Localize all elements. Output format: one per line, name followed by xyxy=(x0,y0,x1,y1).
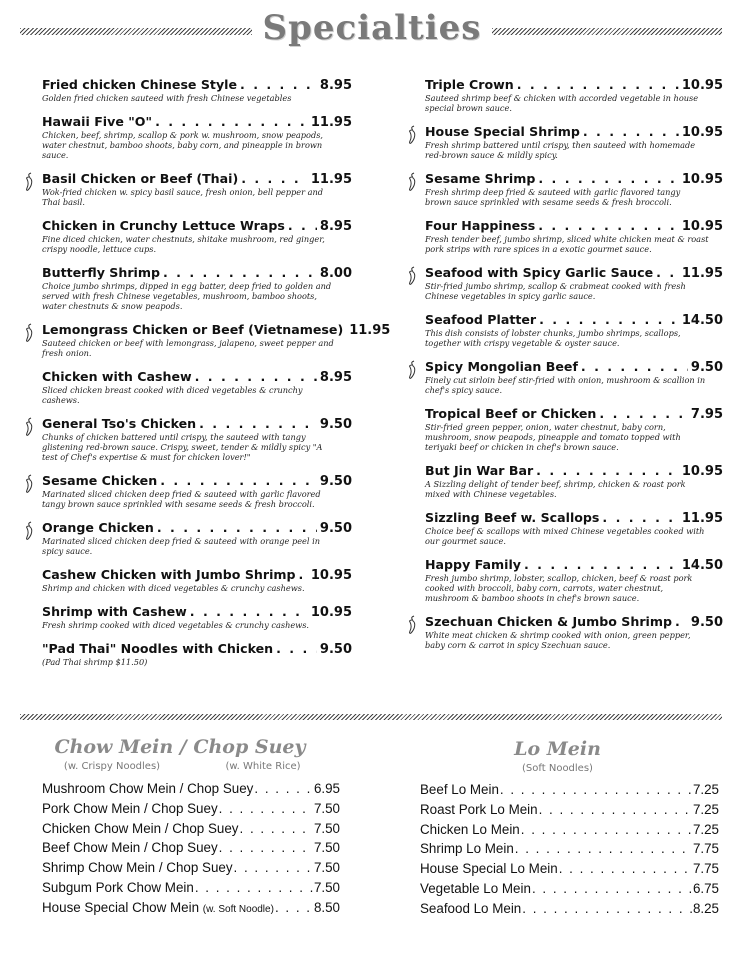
menu-item-price: 9.50 xyxy=(690,360,723,375)
menu-item-description: Stir-fried green pepper, onion, water chestnut, baby corn, mushroom, snow peapods, pineapple and tomato topped with teriyaki beef or chicken in chef's brown sauce. xyxy=(425,422,681,452)
price-row-name: Roast Pork Lo Mein xyxy=(420,801,538,817)
price-row-price: 7.75 xyxy=(692,861,719,877)
menu-item xyxy=(22,520,352,556)
menu-item-price: 10.95 xyxy=(681,172,723,187)
menu-item-line xyxy=(425,77,723,93)
price-row xyxy=(42,898,340,920)
menu-item-name: Szechuan Chicken & Jumbo Shrimp xyxy=(425,614,672,629)
menu-item xyxy=(405,77,723,113)
menu-item-line xyxy=(425,171,723,187)
dot-leader xyxy=(276,641,317,656)
price-row-price: 7.50 xyxy=(313,879,340,895)
menu-item-price: 9.50 xyxy=(319,521,352,536)
menu-item xyxy=(22,567,352,593)
dot-leader xyxy=(536,463,679,478)
menu-item-name: Orange Chicken xyxy=(42,520,154,535)
dot-leader xyxy=(155,114,308,129)
price-row xyxy=(42,878,340,898)
menu-item-line xyxy=(425,614,723,630)
chili-pepper-icon xyxy=(22,172,36,192)
menu-item-price: 8.00 xyxy=(319,266,352,281)
menu-item xyxy=(22,473,352,509)
menu-item xyxy=(22,77,352,103)
menu-item-line xyxy=(42,322,391,338)
price-row-name: Subgum Pork Chow Mein xyxy=(42,879,194,895)
menu-item-name: Seafood with Spicy Garlic Sauce xyxy=(425,265,654,280)
price-row xyxy=(42,799,340,819)
menu-item-line xyxy=(42,473,352,489)
menu-item-description: Wok-fried chicken w. spicy basil sauce, fresh onion, bell pepper and Thai basil. xyxy=(42,187,323,207)
menu-item-name: Basil Chicken or Beef (Thai) xyxy=(42,171,239,186)
chili-pepper-icon xyxy=(405,615,419,635)
menu-item-price: 10.95 xyxy=(681,78,723,93)
menu-item-name: Butterfly Shrimp xyxy=(42,265,160,280)
price-row-name: Pork Chow Mein / Chop Suey xyxy=(42,800,218,816)
menu-item-price: 10.95 xyxy=(681,464,723,479)
price-row-note: (w. Soft Noodle) xyxy=(202,903,274,915)
menu-item-description: Sauteed shrimp beef & chicken with accorded vegetable in house special brown sauce. xyxy=(425,93,699,113)
menu-item xyxy=(405,124,723,160)
menu-item xyxy=(405,510,723,546)
price-row-name: Beef Chow Mein / Chop Suey xyxy=(42,840,218,856)
dot-leader xyxy=(299,567,308,582)
chili-pepper-icon xyxy=(22,417,36,437)
menu-item-name: But Jin War Bar xyxy=(425,463,534,478)
dot-leader xyxy=(240,77,317,92)
menu-item-line xyxy=(42,520,352,536)
dot-leader xyxy=(599,406,688,421)
menu-item-description: A Sizzling delight of tender beef, shrimp, chicken & roast pork mixed with Chinese vegetables. xyxy=(425,479,686,499)
menu-item-line xyxy=(425,510,723,526)
price-row xyxy=(42,779,340,799)
menu-item-description: (Pad Thai shrimp $11.50) xyxy=(42,657,148,667)
chow-mein-list xyxy=(42,779,340,920)
menu-item-name: Triple Crown xyxy=(425,77,514,92)
menu-item-price: 7.95 xyxy=(690,407,723,422)
menu-item-description: This dish consists of lobster chunks, jumbo shrimps, scallops, together with crispy vegetable & oyster sauce. xyxy=(425,328,681,348)
menu-item-price: 9.50 xyxy=(319,642,352,657)
menu-item-price: 9.50 xyxy=(319,474,352,489)
dot-leader xyxy=(500,780,692,800)
price-row xyxy=(420,800,719,820)
price-row xyxy=(420,879,719,899)
chili-pepper-icon xyxy=(22,474,36,494)
price-row-price: 7.50 xyxy=(313,840,340,856)
price-row-name: House Special Chow Mein (w. Soft Noodle) xyxy=(42,899,274,915)
dot-leader xyxy=(602,510,678,525)
menu-item-name: "Pad Thai" Noodles with Chicken xyxy=(42,641,274,656)
price-row-name: Seafood Lo Mein xyxy=(420,900,522,916)
dot-leader xyxy=(581,359,688,374)
dot-leader xyxy=(288,218,317,233)
dot-leader xyxy=(583,124,679,139)
menu-item-description: Sliced chicken breast cooked with diced vegetables & crunchy cashews. xyxy=(42,385,303,405)
dot-leader xyxy=(539,800,692,820)
menu-item-name: Chicken in Crunchy Lettuce Wraps xyxy=(42,218,285,233)
menu-item-line xyxy=(425,312,723,328)
menu-item-name: Sesame Shrimp xyxy=(425,171,536,186)
menu-item-name: Spicy Mongolian Beef xyxy=(425,359,578,374)
dot-leader xyxy=(517,77,679,92)
price-row-name: Chicken Lo Mein xyxy=(420,821,520,837)
dot-leader xyxy=(163,265,317,280)
menu-item-description: Chicken, beef, shrimp, scallop & pork w. mushroom, snow peapods, water chestnut, bamboo shoots, baby corn, and pineapple in brown sauce. xyxy=(42,130,324,160)
menu-item-line xyxy=(425,463,723,479)
menu-item-line xyxy=(42,416,352,432)
menu-item-price: 10.95 xyxy=(681,125,723,140)
menu-item-description: Fresh tender beef, jumbo shrimp, sliced white chicken meat & roast pork strips with rare spices in a exotic gourmet sauce. xyxy=(425,234,709,254)
price-row xyxy=(42,858,340,878)
price-row-price: 8.50 xyxy=(313,899,340,915)
lo-mein-note: (Soft Noodles) xyxy=(522,763,593,774)
dot-leader xyxy=(559,859,692,879)
price-row-price: 7.50 xyxy=(313,860,340,876)
menu-item xyxy=(22,604,352,630)
menu-item-price: 10.95 xyxy=(310,568,352,583)
menu-item-description: Marinated sliced chicken deep fried & sauteed with orange peel in spicy sauce. xyxy=(42,536,321,556)
menu-item-price: 11.95 xyxy=(681,266,723,281)
lo-mein-title: Lo Mein xyxy=(514,738,601,760)
dot-leader xyxy=(199,416,317,431)
menu-item-description: Finely cut sirloin beef stir-fried with onion, mushroom & scallion in chef's spicy sauce. xyxy=(425,375,706,395)
dot-leader xyxy=(254,779,313,799)
menu-item-price: 11.95 xyxy=(349,323,391,338)
section-divider xyxy=(20,714,722,720)
menu-item-description: Choice beef & scallops with mixed Chinese vegetables cooked with our gourmet sauce. xyxy=(425,526,705,546)
price-row-price: 6.95 xyxy=(313,781,340,796)
dot-leader xyxy=(675,614,688,629)
menu-item-name: Shrimp with Cashew xyxy=(42,604,187,619)
chop-suey-note-rice: (w. White Rice) xyxy=(225,761,301,772)
menu-item-description: Fresh shrimp battered until crispy, then sauteed with homemade red-brown sauce & mildly spicy. xyxy=(425,140,696,160)
menu-item-price: 11.95 xyxy=(681,511,723,526)
specialties-right-column xyxy=(405,77,723,661)
dot-leader xyxy=(157,520,317,535)
menu-item-price: 9.50 xyxy=(690,615,723,630)
menu-item-line xyxy=(42,218,352,234)
menu-item-price: 11.95 xyxy=(310,172,352,187)
price-row-price: 7.50 xyxy=(313,820,340,836)
price-row-price: 6.75 xyxy=(692,880,719,896)
dot-leader xyxy=(656,265,679,280)
menu-item xyxy=(405,463,723,499)
price-row-name: House Special Lo Mein xyxy=(420,861,558,877)
menu-item xyxy=(405,265,723,301)
menu-item xyxy=(22,171,352,207)
price-row xyxy=(420,899,719,919)
menu-item-description: White meat chicken & shrimp cooked with onion, green pepper, baby corn & carrot in spicy Szechuan sauce. xyxy=(425,630,691,650)
menu-item-price: 10.95 xyxy=(681,219,723,234)
page-title: Specialties xyxy=(262,8,482,48)
chow-mein-note-crispy: (w. Crispy Noodles) xyxy=(63,761,161,772)
menu-item xyxy=(22,369,352,405)
chili-pepper-icon xyxy=(22,323,36,343)
dot-leader xyxy=(275,898,313,918)
dot-leader xyxy=(234,858,313,878)
menu-item-name: Sizzling Beef w. Scallops xyxy=(425,510,600,525)
price-row-price: 7.50 xyxy=(313,800,340,816)
menu-item-name: House Special Shrimp xyxy=(425,124,580,139)
menu-item-line xyxy=(42,641,352,657)
menu-item-price: 10.95 xyxy=(310,605,352,620)
menu-item-name: Four Happiness xyxy=(425,218,536,233)
menu-item xyxy=(22,218,352,254)
menu-item-name: Fried chicken Chinese Style xyxy=(42,77,238,92)
menu-item-name: Hawaii Five "O" xyxy=(42,114,153,129)
menu-item-description: Fresh shrimp cooked with diced vegetables & crunchy cashews. xyxy=(42,620,310,630)
dot-leader xyxy=(515,839,692,859)
menu-item-name: Chicken with Cashew xyxy=(42,369,192,384)
dot-leader xyxy=(522,899,692,919)
price-row xyxy=(42,819,340,839)
menu-item xyxy=(22,265,352,311)
menu-item-name: Tropical Beef or Chicken xyxy=(425,406,597,421)
header-rule-right xyxy=(492,28,722,35)
menu-item-price: 14.50 xyxy=(681,558,723,573)
menu-item-name: General Tso's Chicken xyxy=(42,416,197,431)
chili-pepper-icon xyxy=(405,172,419,192)
price-row xyxy=(420,780,719,800)
menu-item-name: Cashew Chicken with Jumbo Shrimp xyxy=(42,567,296,582)
menu-item-line xyxy=(425,406,723,422)
dot-leader xyxy=(521,820,692,840)
price-row-price: 7.25 xyxy=(692,782,719,797)
header-rule-left xyxy=(20,28,252,35)
dot-leader xyxy=(240,819,313,839)
menu-item-description: Stir-fried jumbo shrimp, scallop & crabmeat cooked with fresh Chinese vegetables in spicy garlic sauce. xyxy=(425,281,686,301)
menu-item-line xyxy=(425,265,723,281)
price-row-price: 7.25 xyxy=(692,801,719,817)
menu-item xyxy=(405,614,723,650)
menu-item-description: Golden fried chicken sauteed with fresh Chinese vegetables xyxy=(42,93,292,103)
price-row xyxy=(420,820,719,840)
menu-item-line xyxy=(42,114,352,130)
chili-pepper-icon xyxy=(22,521,36,541)
menu-item xyxy=(22,114,352,160)
dot-leader xyxy=(241,171,308,186)
chili-pepper-icon xyxy=(405,360,419,380)
menu-item xyxy=(405,359,723,395)
dot-leader xyxy=(219,838,313,858)
dot-leader xyxy=(219,799,313,819)
menu-item-description: Fine diced chicken, water chestnuts, shitake mushroom, red ginger, crispy noodle, lettuce cups. xyxy=(42,234,325,254)
price-row-name: Shrimp Lo Mein xyxy=(420,841,514,857)
menu-item-price: 11.95 xyxy=(310,115,352,130)
menu-item-price: 8.95 xyxy=(319,219,352,234)
menu-item-price: 9.50 xyxy=(319,417,352,432)
menu-item-line xyxy=(425,557,723,573)
menu-item-description: Marinated sliced chicken deep fried & sauteed with garlic flavored tangy brown sauce sprinkled with sesame seeds & fresh broccoli. xyxy=(42,489,321,509)
chili-pepper-icon xyxy=(405,266,419,286)
price-row-name: Mushroom Chow Mein / Chop Suey xyxy=(42,781,254,796)
menu-item-price: 8.95 xyxy=(319,78,352,93)
menu-item xyxy=(22,641,352,667)
menu-item-line xyxy=(42,369,352,385)
menu-item-line xyxy=(425,359,723,375)
menu-item-price: 8.95 xyxy=(319,370,352,385)
chili-pepper-icon xyxy=(405,125,419,145)
menu-item-description: Fresh shrimp deep fried & sauteed with garlic flavored tangy brown sauce sprinkled with sesame seeds & fresh broccoli. xyxy=(425,187,681,207)
menu-item-name: Seafood Platter xyxy=(425,312,537,327)
price-row xyxy=(42,838,340,858)
menu-item-price: 14.50 xyxy=(681,313,723,328)
menu-item xyxy=(405,171,723,207)
price-row-name: Shrimp Chow Mein / Chop Suey xyxy=(42,860,233,876)
menu-item-line xyxy=(425,218,723,234)
menu-item xyxy=(405,312,723,348)
menu-item xyxy=(22,322,391,358)
menu-item-line xyxy=(42,171,352,187)
menu-item xyxy=(22,416,352,462)
dot-leader xyxy=(195,878,313,898)
price-row-name: Chicken Chow Mein / Chop Suey xyxy=(42,820,239,836)
menu-item xyxy=(405,406,723,452)
price-row-name: Vegetable Lo Mein xyxy=(420,880,531,896)
menu-item-line xyxy=(425,124,723,140)
menu-item-description: Choice jumbo shrimps, dipped in egg batter, deep fried to golden and served with fresh Chinese vegetables, mushroom, bamboo shoots, water chestnuts & snow peapods. xyxy=(42,281,332,311)
menu-item-line xyxy=(42,567,352,583)
menu-item-line xyxy=(42,265,352,281)
menu-item-description: Fresh jumbo shrimp, lobster, scallop, chicken, beef & roast pork cooked with broccoli, baby corn, carrots, water chestnut, mushroom & bamboo shoots in chef's brown sauce. xyxy=(425,573,693,603)
price-row xyxy=(420,839,719,859)
dot-leader xyxy=(538,171,679,186)
price-row-name: Beef Lo Mein xyxy=(420,782,499,797)
menu-item-name: Lemongrass Chicken or Beef (Vietnamese) xyxy=(42,322,344,337)
menu-item-description: Sauteed chicken or beef with lemongrass, jalapeno, sweet pepper and fresh onion. xyxy=(42,338,334,358)
menu-item xyxy=(405,218,723,254)
dot-leader xyxy=(190,604,308,619)
dot-leader xyxy=(532,879,692,899)
price-row-price: 7.75 xyxy=(692,841,719,857)
price-row-price: 7.25 xyxy=(692,821,719,837)
menu-item-description: Shrimp and chicken with diced vegetables & crunchy cashews. xyxy=(42,583,305,593)
menu-item-name: Happy Family xyxy=(425,557,521,572)
price-row xyxy=(420,859,719,879)
menu-item-name: Sesame Chicken xyxy=(42,473,158,488)
menu-item-line xyxy=(42,604,352,620)
chow-mein-title: Chow Mein / Chop Suey xyxy=(54,736,306,758)
lo-mein-list xyxy=(420,780,719,919)
menu-item xyxy=(405,557,723,603)
menu-item-description: Chunks of chicken battered until crispy, the sauteed with tangy glistening red-brown sauce. Crispy, sweet, tender & mildly spicy "A test of Chef's expertise & must for chicken lover!" xyxy=(42,432,323,462)
price-row-price: 8.25 xyxy=(692,900,719,916)
specialties-left-column xyxy=(22,77,391,678)
dot-leader xyxy=(539,312,679,327)
dot-leader xyxy=(538,218,679,233)
menu-item-line xyxy=(42,77,352,93)
dot-leader xyxy=(160,473,317,488)
dot-leader xyxy=(524,557,679,572)
dot-leader xyxy=(195,369,317,384)
